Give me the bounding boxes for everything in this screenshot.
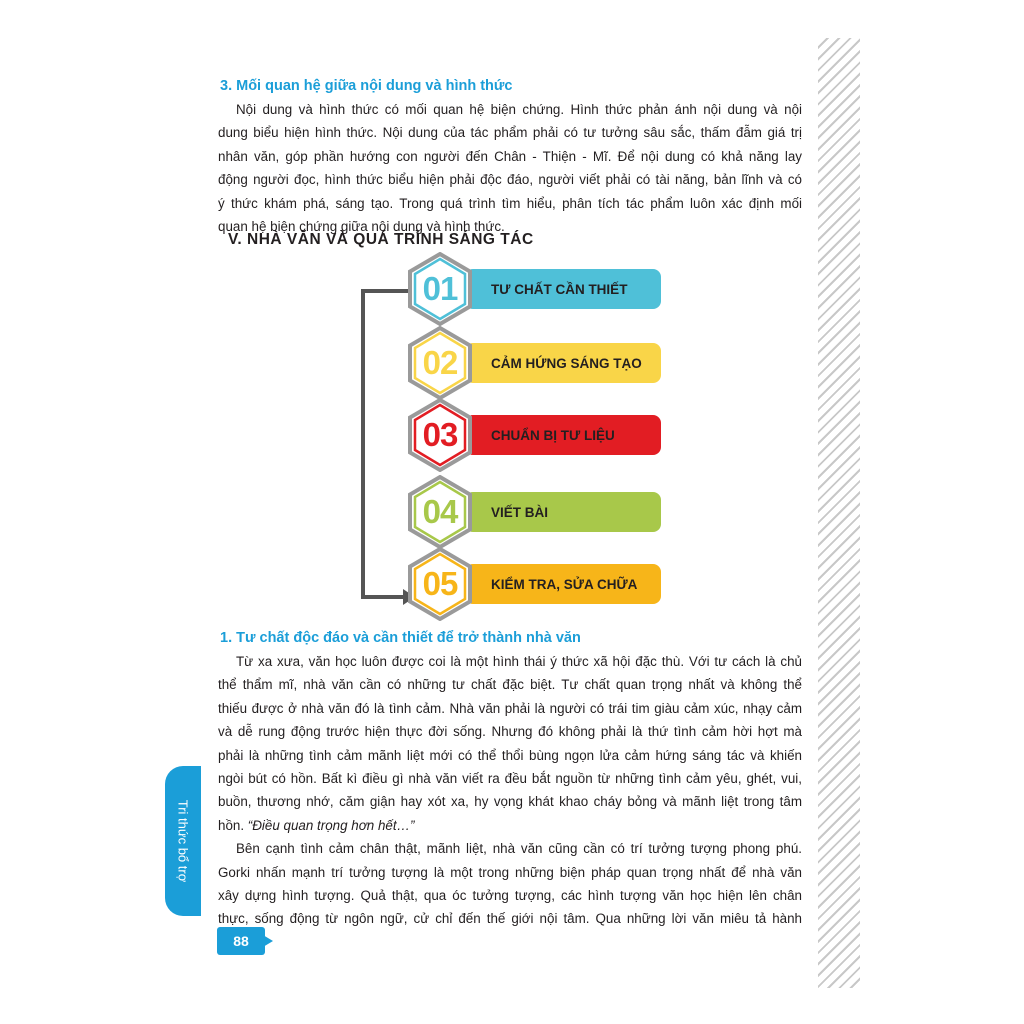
step-3-number: 03 <box>422 416 458 453</box>
section-1-title: 1. Tư chất độc đáo và cần thiết để trở thành nhà văn <box>220 630 581 646</box>
paragraph-line <box>218 814 802 837</box>
step-2-bar <box>465 343 661 383</box>
section-1-paragraph <box>218 650 802 931</box>
step-1-number: 01 <box>422 270 458 307</box>
section-3-title: 3. Mối quan hệ giữa nội dung và hình thức <box>220 78 513 94</box>
step-3-label: CHUẨN BỊ TƯ LIỆU <box>491 427 615 443</box>
side-tab-label: Tri thức bổ trợ <box>175 799 191 883</box>
step-5-label: KIỂM TRA, SỬA CHỮA <box>491 576 638 592</box>
paragraph-line: xây dựng hình tượng. Quả thật, qua óc tưởng tượng, các hình tượng văn học hiện lên chân <box>218 887 802 903</box>
paragraph-line: thiếu được ở nhà văn đó là tình cảm. Nhà văn phải là người có trái tim giàu cảm xúc, nhạy cảm <box>218 700 802 716</box>
step-2-label: CẢM HỨNG SÁNG TẠO <box>491 355 642 371</box>
paragraph-line: thể thẩm mĩ, nhà văn cần có những tư chất đặc biệt. Tư chất quan trọng nhất và không thể <box>218 677 802 693</box>
step-4-label: VIẾT BÀI <box>491 504 549 520</box>
step-3-hexagon <box>407 398 473 472</box>
paragraph-line: quan hệ biện chứng giữa nội dung và hình thức. <box>218 218 505 234</box>
page-number-badge <box>217 927 269 955</box>
step-2-number: 02 <box>422 344 458 381</box>
paragraph-line: dung biểu hiện hình thức. Nội dung của tác phẩm phải có tư tưởng sâu sắc, thấm đẫm giá trị <box>218 125 802 141</box>
step-5-number: 05 <box>422 565 458 602</box>
paragraph-line-start: hồn. <box>218 817 248 833</box>
step-3-bar <box>465 415 661 455</box>
paragraph-line: Nội dung và hình thức có mối quan hệ biện chứng. Hình thức phản ánh nội dung và nội <box>236 102 802 117</box>
italic-quote: “Điều quan trọng hơn hết…” <box>247 817 415 833</box>
side-tab <box>165 766 201 916</box>
step-4-bar <box>465 492 661 532</box>
step-2-hexagon <box>407 326 473 400</box>
paragraph-line: nhân văn, góp phần hướng con người đến Chân - Thiện - Mĩ. Để nội dung có khả năng lay <box>218 148 802 164</box>
paragraph-line: ngòi bút có hồn. Bất kì điều gì nhà văn viết ra đều bắt nguồn từ những tình cảm yêu, ghét, vui, <box>218 770 802 786</box>
paragraph-line: động người đọc, hình thức biểu hiện phải độc đáo, người viết phải có tài năng, bản lĩnh và có <box>218 172 802 188</box>
step-4-number: 04 <box>422 493 458 530</box>
paragraph-line: Gorki nhấn mạnh trí tưởng tượng là một trong những biện pháp quan trọng nhất để nhà văn <box>218 864 802 880</box>
section-3-paragraph <box>218 98 802 238</box>
paragraph-line: Từ xa xưa, văn học luôn được coi là một hình thái ý thức xã hội đặc thù. Với tư cách là chủ <box>236 654 802 669</box>
step-5-hexagon <box>407 547 473 621</box>
page-number: 88 <box>217 927 265 955</box>
decorative-hatch-strip <box>818 38 860 988</box>
paragraph-line: phải là những tình cảm mãnh liệt mới có thể thổi bùng ngọn lửa cảm hứng sáng tác và khiến <box>218 747 802 763</box>
paragraph-line: thực, sống động từ ngôn ngữ, cử chỉ đến thế giới nội tâm. Qua những lời văn miêu tả hành <box>218 911 802 927</box>
writing-process-diagram <box>355 255 665 610</box>
step-1-bar <box>465 269 661 309</box>
step-1-hexagon <box>407 252 473 326</box>
paragraph-line: buồn, thương nhớ, căm giận hay xót xa, hy vọng khát khao cháy bỏng và mãnh liệt trong tâm <box>218 794 802 810</box>
paragraph-line: Bên cạnh tình cảm chân thật, mãnh liệt, nhà văn cũng cần có trí tưởng tượng phong phú. <box>236 841 802 857</box>
section-v-title: V. NHÀ VĂN VÀ QUÁ TRÌNH SÁNG TÁC <box>228 231 534 248</box>
step-5-bar <box>465 564 661 604</box>
step-4-hexagon <box>407 475 473 549</box>
step-1-label: TƯ CHẤT CẦN THIẾT <box>491 281 628 297</box>
paragraph-line: ý thức khám phá, sáng tạo. Trong quá trình tìm hiểu, phân tích tác phẩm luôn xác định mối <box>218 195 802 211</box>
paragraph-line: và dễ rung động trước hiện thực đời sống. Nhưng đó không phải là thứ tình cảm hời hợt mà <box>218 724 802 740</box>
